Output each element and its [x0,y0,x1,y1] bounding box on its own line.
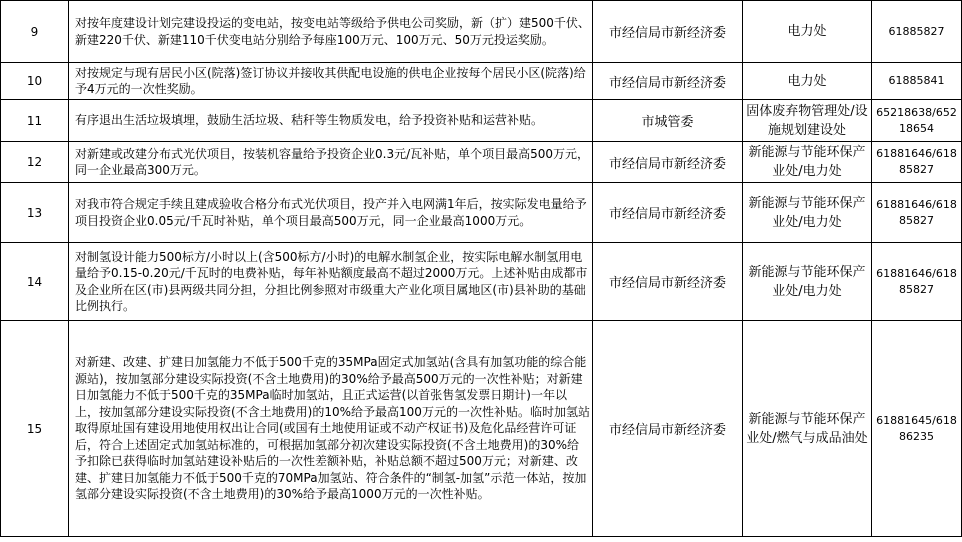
responsible-office: 新能源与节能环保产业处/电力处 [743,183,872,243]
table-row [1,321,962,537]
table-row [1,183,962,243]
policy-content: 对制氢设计能力500标方/小时以上(含500标方/小时)的电解水制氢企业，按实际电解水制氢用电量给予0.15-0.20元/千瓦时的电费补贴，每年补贴额度最高不超过2000万元。上述补贴由成都市及企业所在区(市)县两级共同分担，分担比例参照对市级重大产业化项目属地区(市)县补助的基础比例执行。 [69,243,593,321]
responsible-department: 市经信局市新经济委 [593,183,743,243]
responsible-department: 市城管委 [593,100,743,142]
table-row [1,100,962,142]
contact-phone: 61881646/61885827 [872,183,962,243]
responsible-office: 固体废弃物管理处/设施规划建设处 [743,100,872,142]
policy-content: 对按规定与现有居民小区(院落)签订协议并接收其供配电设施的供电企业按每个居民小区(院落)给予4万元的一次性奖励。 [69,63,593,100]
responsible-office: 新能源与节能环保产业处/燃气与成品油处 [743,321,872,537]
contact-phone: 61881645/61886235 [872,321,962,537]
policy-content: 有序退出生活垃圾填埋，鼓励生活垃圾、秸秆等生物质发电，给予投资补贴和运营补贴。 [69,100,593,142]
responsible-department: 市经信局市新经济委 [593,63,743,100]
policy-content: 对按年度建设计划完建设投运的变电站，按变电站等级给予供电公司奖励，新（扩）建500千伏、新建220千伏、新建110千伏变电站分别给予每座100万元、100万元、50万元投运奖励。 [69,1,593,63]
responsible-office: 电力处 [743,1,872,63]
responsible-office: 新能源与节能环保产业处/电力处 [743,142,872,183]
policy-content: 对新建或改建分布式光伏项目，按装机容量给予投资企业0.3元/瓦补贴，单个项目最高500万元，同一企业最高300万元。 [69,142,593,183]
responsible-office: 新能源与节能环保产业处/电力处 [743,243,872,321]
row-number: 10 [1,63,69,100]
row-number: 13 [1,183,69,243]
contact-phone: 61881646/61885827 [872,142,962,183]
responsible-office: 电力处 [743,63,872,100]
contact-phone: 65218638/65218654 [872,100,962,142]
responsible-department: 市经信局市新经济委 [593,1,743,63]
contact-phone: 61885841 [872,63,962,100]
table-row [1,243,962,321]
contact-phone: 61881646/61885827 [872,243,962,321]
row-number: 9 [1,1,69,63]
row-number: 11 [1,100,69,142]
responsible-department: 市经信局市新经济委 [593,243,743,321]
responsible-department: 市经信局市新经济委 [593,142,743,183]
table-row [1,142,962,183]
responsible-department: 市经信局市新经济委 [593,321,743,537]
table-row [1,63,962,100]
row-number: 12 [1,142,69,183]
row-number: 15 [1,321,69,537]
row-number: 14 [1,243,69,321]
contact-phone: 61885827 [872,1,962,63]
table-row [1,1,962,63]
policy-content: 对我市符合规定手续且建成验收合格分布式光伏项目，投产并入电网满1年后，按实际发电量给予项目投资企业0.05元/千瓦时补贴，单个项目最高500万元，同一企业最高1000万元。 [69,183,593,243]
policy-content: 对新建、改建、扩建日加氢能力不低于500千克的35MPa固定式加氢站(含具有加氢功能的综合能源站)，按加氢部分建设实际投资(不含土地费用)的30%给予最高500万元的一次性补贴；对新建日加氢能力不低于500千克的35MPa临时加氢站，且正式运营(以首张售氢发票日期计)一年以上，按加氢部分建设实际投资(不含土地费用)的10%给予最高100万元的一次性补贴。临时加氢站取得原址国有建设用地使用权出让合同(或国有土地使用证或不动产权证书)及危化品经营许可证后，符合上述固定式加氢站标准的，可根据加氢部分初次建设实际投资(不含土地费用)的30%给予扣除已获得临时加氢站建设补贴后的一次性差额补贴，补贴总额不超过500万元；对新建、改建、扩建日加氢能力不低于500千克的70MPa加氢站、符合条件的“制氢-加氢”示范一体站，按加氢部分建设实际投资(不含土地费用)的30%给予最高1000万元的一次性补贴。 [69,321,593,537]
